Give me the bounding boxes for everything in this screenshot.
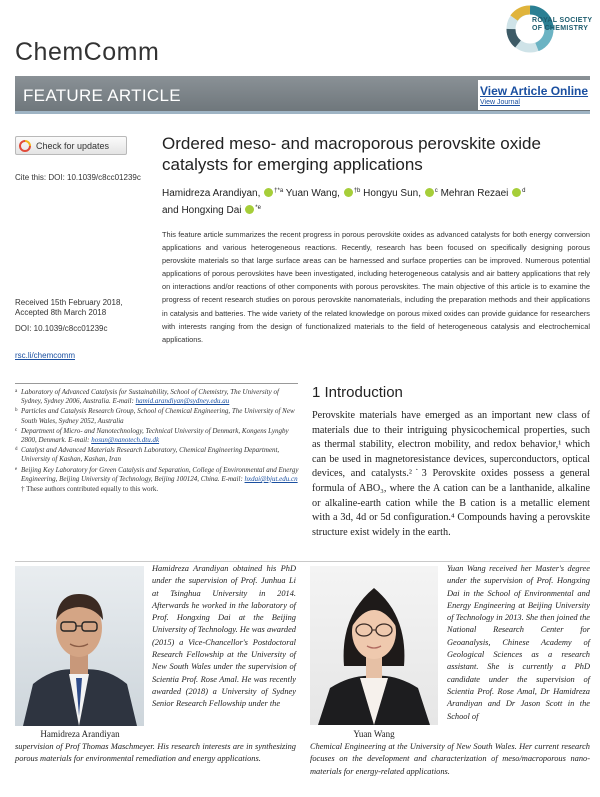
received-date: Received 15th February 2018,	[15, 298, 123, 307]
footnote-email-link[interactable]: hosun@nanotech.dtu.dk	[91, 436, 160, 445]
footnote-item	[15, 466, 300, 484]
orcid-icon[interactable]	[425, 188, 434, 197]
biography-text-continued: supervision of Prof Thomas Maschmeyer. His research interests are in synthesizing porous materials for environmental remediation and energy applications.	[15, 742, 296, 764]
author-name[interactable]: and Hongxing Dai	[162, 205, 242, 216]
footnote-text: Beijing Key Laboratory for Green Catalysis and Separation, College of Environmental and Energy Engineering, Beijing University of Technology, Beijing 100124, China.	[21, 465, 299, 483]
section-heading: 1 Introduction	[312, 384, 403, 401]
footnote-mark: e	[15, 466, 18, 472]
author-name[interactable]: Yuan Wang,	[285, 188, 340, 199]
footnote-mark: b	[15, 408, 18, 414]
rsc-journal-link[interactable]: rsc.li/chemcomm	[15, 351, 76, 360]
biography-divider	[15, 561, 590, 562]
footnote-item	[15, 407, 300, 425]
author-affiliation-mark: †b	[353, 188, 361, 194]
abstract: This feature article summarizes the recent progress in porous perovskite oxides as advanced catalysts for both energy conversion applications and various heterogeneous reactions. Recently, research has been focused on specifically designing porous perovskite materials so that large surface areas can be harnessed and surface properties can be improved. Numerous potential applications of porous perovskites have been investigated, including heterogeneous catalysis and air battery applications that rely on interactions and/or reactions of other components with porous perovskites. The main objective of this article is to examine the progress of recent research studies on porous perovskite nanomaterials, including the preparation methods and their applications in catalysis and batteries. The wide variety of the related knowledge on porous mixed oxides can provide guidance for researchers with interests ranging from the design of functionalized materials to the field of heterogeneous catalysis and electrochemical applications.	[162, 230, 590, 344]
rsc-logo-text: ROYAL SOCIETY OF CHEMISTRY	[532, 17, 593, 32]
footnote-item	[15, 446, 300, 464]
check-for-updates-button[interactable]	[15, 136, 127, 155]
footnote-divider	[15, 383, 298, 384]
author-portrait-image	[310, 566, 438, 725]
doi: DOI: 10.1039/c8cc01239c	[15, 324, 108, 333]
footnote-text: Department of Micro- and Nanotechnology, Technical University of Denmark, Kongens Lyngby 2800, Denmark.	[21, 426, 289, 445]
author-affiliation-mark: c	[434, 188, 438, 194]
article-title: Ordered meso- and macroporous perovskite oxide catalysts for emerging applications	[162, 134, 541, 174]
view-article-online-link[interactable]: View Article Online	[480, 84, 589, 98]
author-photo	[15, 566, 144, 726]
orcid-icon[interactable]	[245, 205, 254, 214]
cite-this: Cite this: DOI: 10.1039/c8cc01239c	[15, 173, 141, 182]
footnote-mark: a	[15, 389, 18, 394]
footnote-text: Catalyst and Advanced Materials Research Laboratory, Chemical Engineering Department, University of Kashan, Kashan, Iran	[21, 446, 280, 464]
footnote-email-link[interactable]: hxdai@bjut.edu.cn	[244, 474, 298, 483]
footnote-item	[15, 427, 300, 445]
footnote-item	[15, 388, 300, 406]
orcid-icon[interactable]	[344, 188, 353, 197]
photo-caption: Yuan Wang	[353, 729, 395, 739]
author-list	[162, 184, 592, 218]
biography-text: Yuan Wang received her Master's degree under the supervision of Prof. Hongxing Dai in the School of Environmental and Energy Engineering at Beijing University of Technology in 2013. She then joined the National Research Center for Geoanalysis, Chinese Academy of Geological Sciences as a research assistant. She is currently a PhD candidate under the supervision of Scientia Prof. Rose Amal, Dr Hamidreza Arandiyan and Dr Jason Scott in the School of	[447, 564, 590, 721]
check-updates-icon	[19, 140, 31, 152]
footnote-email-label: E-mail:	[221, 474, 243, 483]
journal-title: ChemComm	[15, 38, 160, 66]
footnote-email-label: E-mail:	[68, 436, 90, 445]
author-affiliation-mark: d	[522, 188, 526, 194]
affiliation-footnotes	[15, 388, 300, 495]
author-name[interactable]: Hamidreza Arandiyan,	[162, 188, 261, 199]
article-type-label: FEATURE ARTICLE	[23, 86, 181, 105]
view-journal-link[interactable]: View Journal	[480, 99, 520, 106]
footnote-email-label: E-mail:	[112, 397, 134, 406]
accepted-date: Accepted 8th March 2018	[15, 308, 107, 317]
author-name[interactable]: Hongyu Sun,	[363, 188, 421, 199]
biography-text-continued: Chemical Engineering at the University of New South Wales. Her current research focuses on the development and characterization of meso/macroporous nano-materials for energy-related applications.	[310, 742, 590, 776]
author-affiliation-mark: *e	[255, 205, 261, 211]
footnote-text: Laboratory of Advanced Catalysis for Sustainability, School of Chemistry, The University of Sydney, Sydney 2006, Australia.	[21, 388, 279, 406]
footnote-email-link[interactable]: hamid.arandiyan@sydney.edu.au	[135, 397, 230, 406]
view-links-box	[478, 80, 592, 110]
check-updates-label: Check for updates	[36, 140, 110, 151]
author-photo	[310, 566, 438, 725]
rsc-logo	[505, 4, 593, 62]
footnote-text: Particles and Catalysis Research Group, School of Chemical Engineering, The University of New South Wales, Sydney 2052, Australia	[21, 407, 295, 425]
orcid-icon[interactable]	[264, 188, 273, 197]
equal-contribution-note: † These authors contributed equally to this work.	[21, 485, 159, 494]
orcid-icon[interactable]	[512, 188, 521, 197]
biography-text: Hamidreza Arandiyan obtained his PhD under the supervision of Prof. Junhua Li at Tsinghua University in 2014. Afterwards he worked in the laboratory of Prof. Hongxing Dai at the Beijing University of Technology. He was awarded (2015) a Vice-Chancellor's Postdoctoral Research Fellowship at the University of New South Wales under the supervision of Scientia Prof. Rose Amal. He was recently awarded (2018) a University of Sydney Senior Research Fellowship under the	[152, 564, 296, 709]
author-portrait-image	[15, 566, 144, 726]
author-affiliation-mark: †*a	[274, 188, 284, 194]
footnote-mark: d	[15, 447, 18, 453]
photo-caption: Hamidreza Arandiyan	[40, 729, 120, 739]
author-name[interactable]: Mehran Rezaei	[440, 188, 509, 199]
introduction-text: Perovskite materials have emerged as an important new class of materials due to their intriguing physicochemical properties, such as thermal stability, electron mobility, and redox behavior,¹ which can be used in magnetoresistance devices, superconductors, optical devices, and catalysts.²˙3 Perovskite oxides possess a general formula of ABO₃, where the A cation can be a lanthanide, alkaline or alkaline-earth cation while the B cation is a metallic element with a 3d, 4d or 5d configuration.⁴ Compounds having a perovskite structure exist widely in the earth.	[312, 410, 590, 538]
footnote-mark: c	[15, 427, 18, 433]
